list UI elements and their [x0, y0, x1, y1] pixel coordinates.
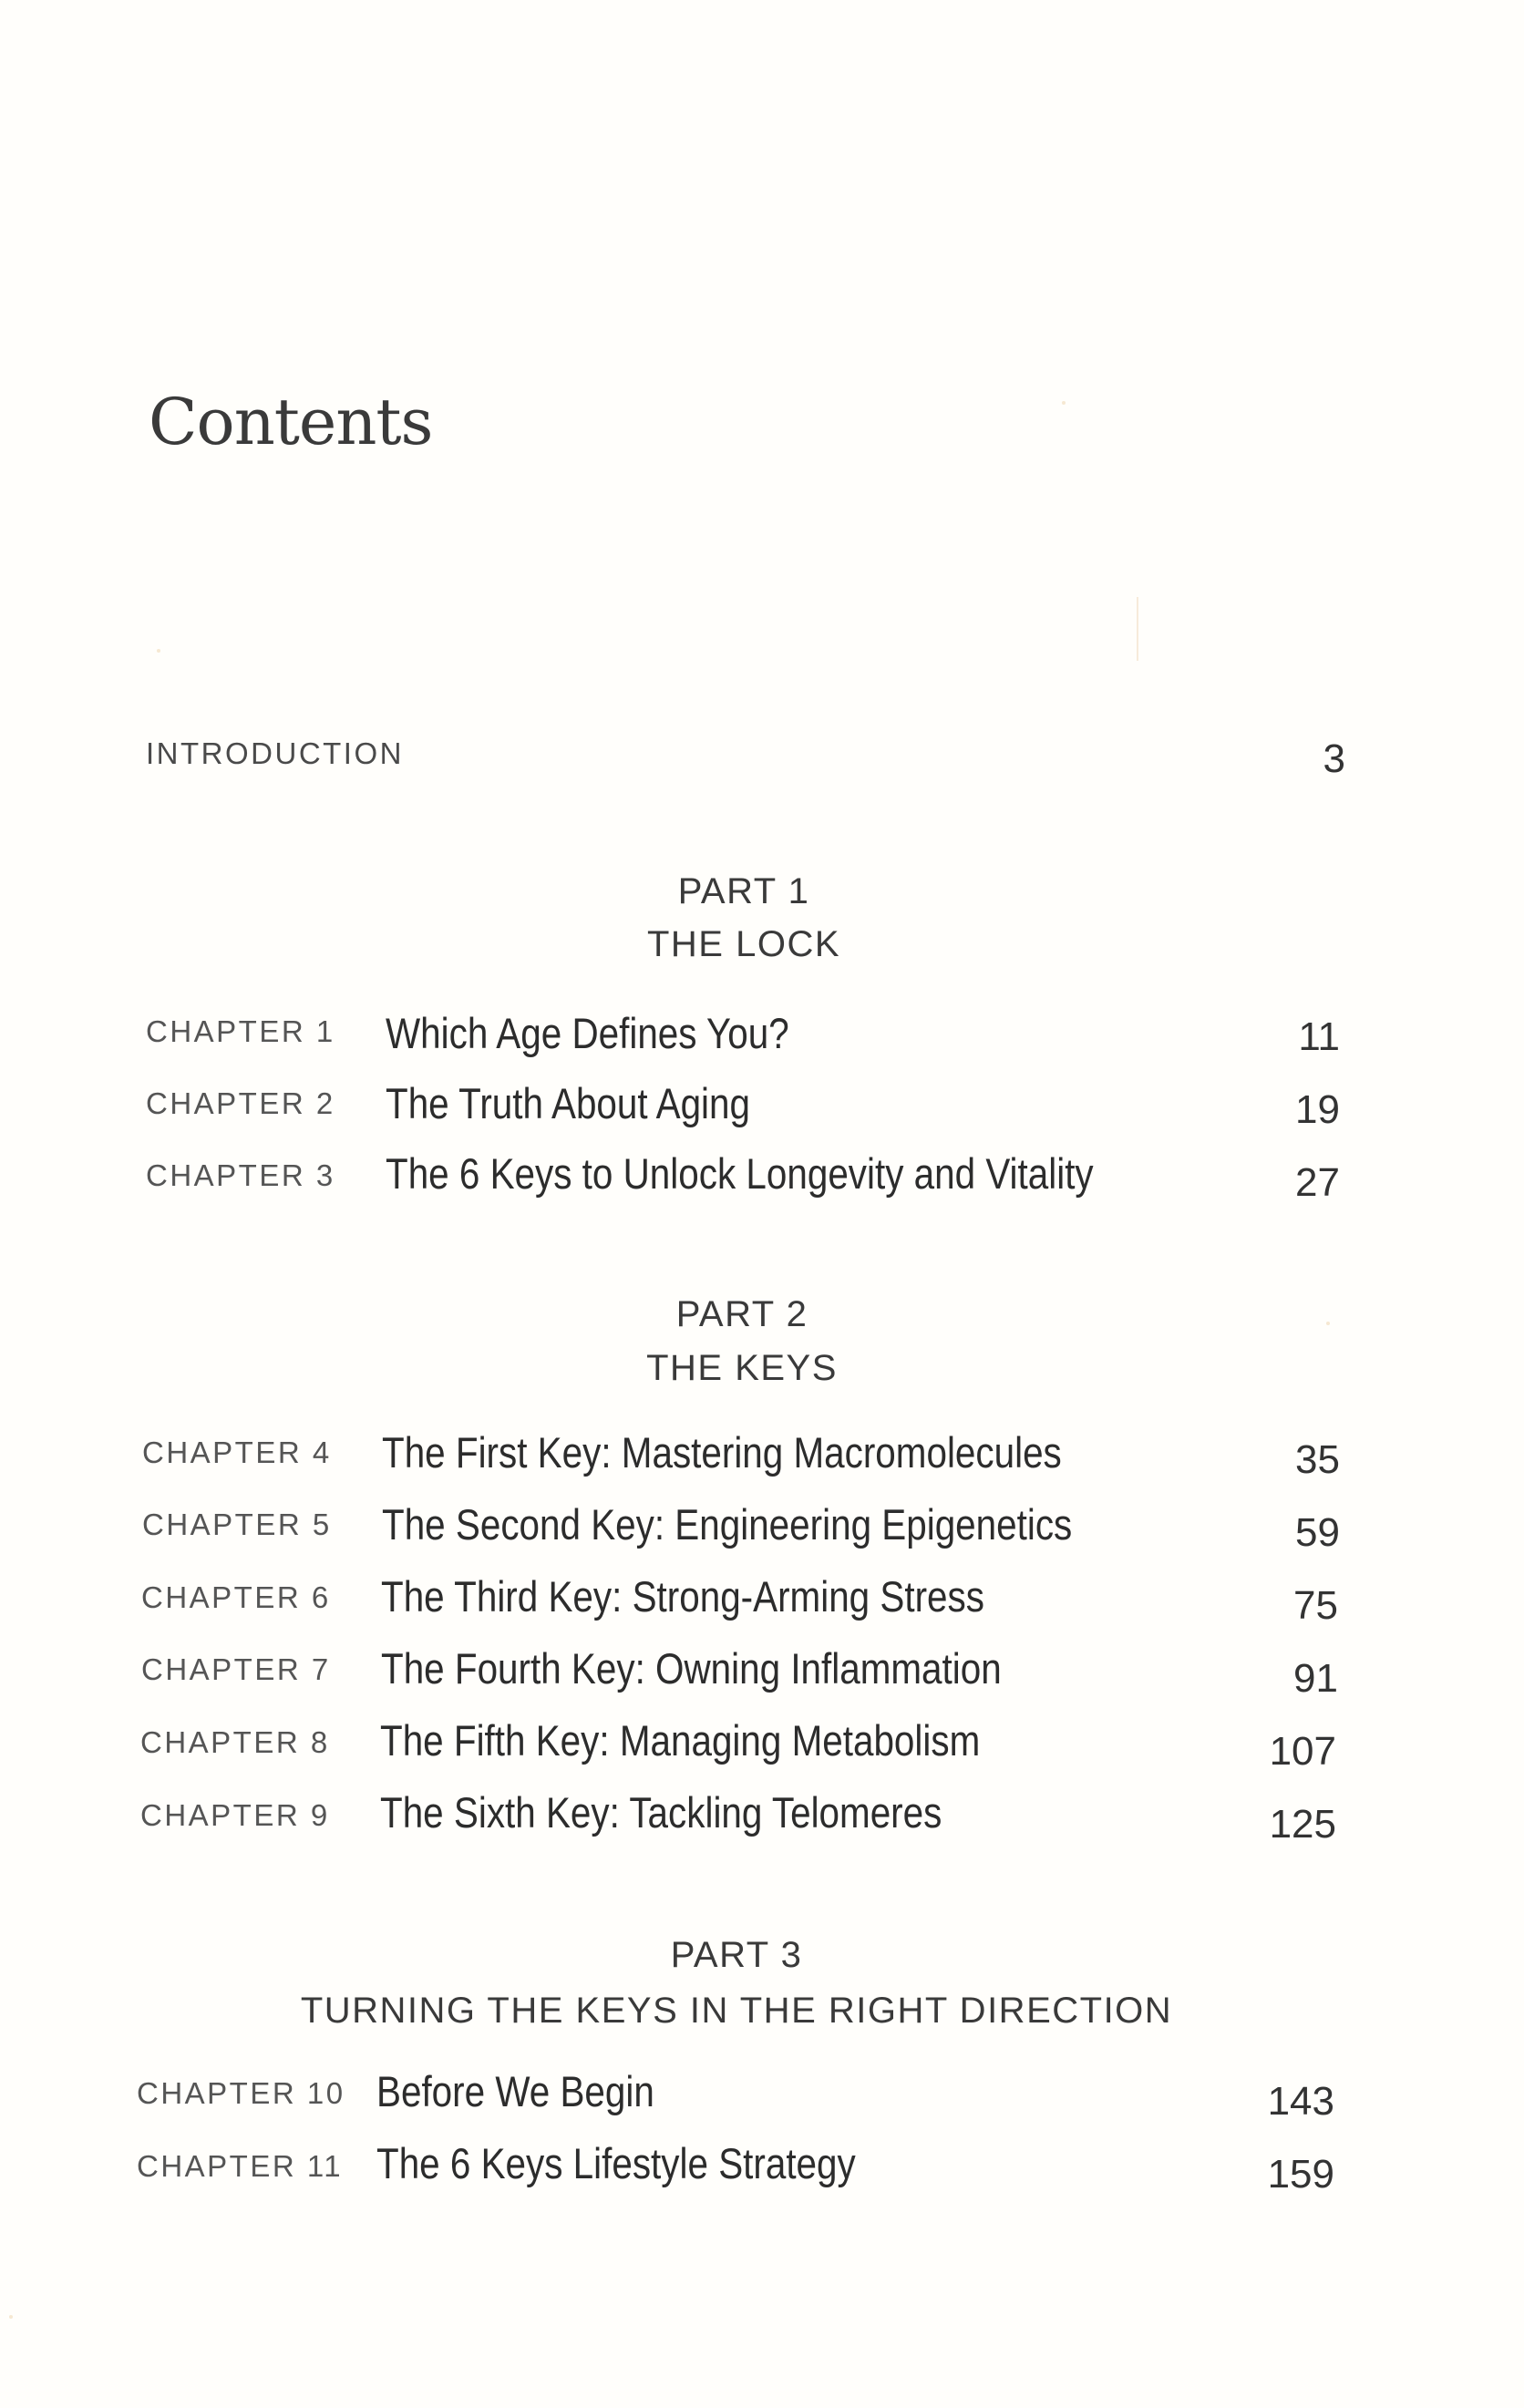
- part-number: PART 1: [677, 871, 810, 911]
- chapter-label: CHAPTER 5: [142, 1508, 332, 1541]
- chapter-page: 27: [1295, 1160, 1340, 1205]
- chapter-page: 125: [1269, 1802, 1336, 1847]
- chapter-title[interactable]: The Second Key: Engineering Epigenetics: [382, 1500, 1073, 1549]
- paper-speck: [1326, 1322, 1330, 1325]
- chapter-title[interactable]: The Third Key: Strong-Arming Stress: [381, 1572, 984, 1621]
- chapter-label: CHAPTER 9: [140, 1798, 330, 1832]
- paper-speck: [9, 2315, 13, 2319]
- paper-speck: [157, 649, 160, 653]
- chapter-label: CHAPTER 7: [141, 1652, 331, 1686]
- chapter-label: CHAPTER 3: [146, 1158, 335, 1192]
- chapter-page: 91: [1293, 1656, 1338, 1701]
- chapter-label: CHAPTER 2: [146, 1086, 335, 1120]
- chapter-title[interactable]: The Fifth Key: Managing Metabolism: [380, 1716, 981, 1765]
- chapter-label: CHAPTER 10: [137, 2076, 345, 2110]
- chapter-title[interactable]: The 6 Keys to Unlock Longevity and Vitality: [386, 1149, 1094, 1198]
- chapter-page: 19: [1295, 1087, 1340, 1132]
- chapter-page: 59: [1295, 1510, 1340, 1555]
- paper-crease-mark: [1137, 597, 1138, 661]
- part-number: PART 3: [670, 1935, 803, 1975]
- chapter-title[interactable]: Which Age Defines You?: [386, 1009, 789, 1057]
- chapter-page: 143: [1267, 2079, 1334, 2124]
- chapter-label: CHAPTER 11: [137, 2149, 344, 2183]
- part-number: PART 2: [675, 1294, 808, 1334]
- chapter-page: 75: [1293, 1583, 1338, 1628]
- chapter-label: CHAPTER 8: [140, 1725, 330, 1759]
- chapter-title[interactable]: The First Key: Mastering Macromolecules: [382, 1428, 1062, 1477]
- chapter-label: CHAPTER 4: [142, 1436, 332, 1469]
- chapter-page: 159: [1267, 2152, 1334, 2197]
- chapter-title[interactable]: The 6 Keys Lifestyle Strategy: [376, 2139, 856, 2187]
- part-title: TURNING THE KEYS IN THE RIGHT DIRECTION: [300, 1991, 1173, 2031]
- chapter-title[interactable]: The Truth About Aging: [386, 1079, 751, 1127]
- toc-introduction-label[interactable]: INTRODUCTION: [146, 736, 404, 770]
- part-title: THE KEYS: [646, 1348, 838, 1388]
- chapter-title[interactable]: Before We Begin: [376, 2067, 654, 2115]
- page-title: Contents: [149, 385, 433, 459]
- part-title: THE LOCK: [646, 924, 841, 964]
- chapter-label: CHAPTER 1: [146, 1014, 335, 1048]
- toc-introduction-page: 3: [1323, 736, 1345, 781]
- chapter-page: 11: [1298, 1014, 1340, 1059]
- chapter-title[interactable]: The Sixth Key: Tackling Telomeres: [380, 1788, 942, 1837]
- chapter-page: 35: [1295, 1437, 1340, 1482]
- paper-speck: [1062, 401, 1066, 405]
- chapter-page: 107: [1269, 1729, 1336, 1774]
- chapter-title[interactable]: The Fourth Key: Owning Inflammation: [381, 1644, 1002, 1693]
- chapter-label: CHAPTER 6: [141, 1580, 331, 1614]
